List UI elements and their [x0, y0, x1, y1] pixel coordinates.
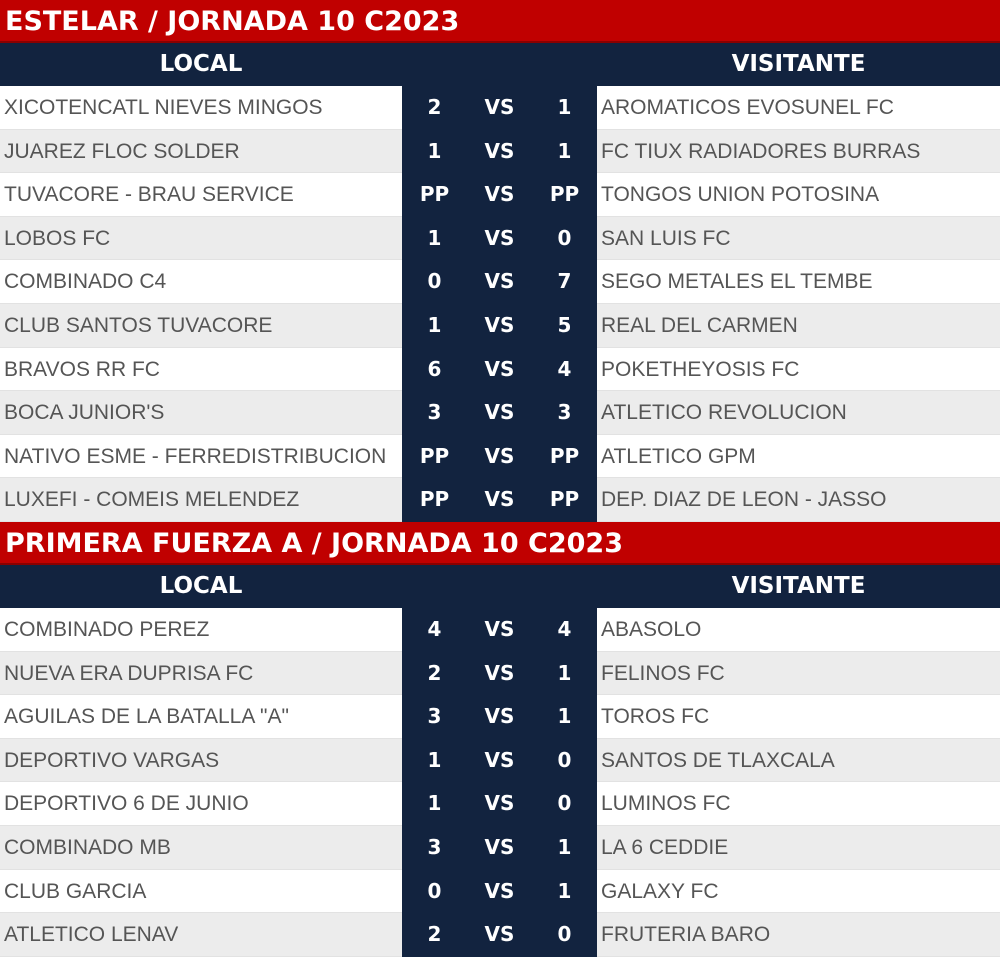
match-row [0, 130, 1000, 174]
score-block [402, 391, 597, 435]
vs-label: VS [484, 616, 515, 641]
visitor-team-name: SANTOS DE TLAXCALA [597, 739, 1000, 783]
vs-label: VS [484, 225, 515, 250]
visitor-team-name: TOROS FC [597, 695, 1000, 739]
score-block [402, 130, 597, 174]
local-team-name: BOCA JUNIOR'S [0, 391, 402, 435]
visitor-score: 0 [557, 791, 572, 816]
visitor-team-name: ATLETICO GPM [597, 435, 1000, 479]
local-score: 2 [427, 660, 442, 685]
local-score: 1 [427, 138, 442, 163]
local-score: 4 [427, 616, 442, 641]
match-row [0, 782, 1000, 826]
vs-label: VS [484, 704, 515, 729]
score-block [402, 260, 597, 304]
visitor-team-name: SEGO METALES EL TEMBE [597, 260, 1000, 304]
local-score: PP [419, 182, 450, 207]
vs-label: VS [484, 747, 515, 772]
vs-label: VS [484, 182, 515, 207]
local-score: 1 [427, 312, 442, 337]
section-title: PRIMERA FUERZA A / JORNADA 10 C2023 [0, 522, 1000, 565]
local-team-name: DEPORTIVO VARGAS [0, 739, 402, 783]
visitor-team-name: POKETHEYOSIS FC [597, 348, 1000, 392]
vs-label: VS [484, 791, 515, 816]
match-row [0, 826, 1000, 870]
column-header-row [0, 565, 1000, 608]
match-row [0, 913, 1000, 957]
local-team-name: COMBINADO PEREZ [0, 608, 402, 652]
vs-label: VS [484, 487, 515, 512]
visitor-score: 1 [557, 138, 572, 163]
local-team-name: XICOTENCATL NIEVES MINGOS [0, 86, 402, 130]
match-row [0, 173, 1000, 217]
match-row [0, 695, 1000, 739]
visitor-score: PP [549, 182, 580, 207]
visitor-score: 0 [557, 225, 572, 250]
local-score: 3 [427, 834, 442, 859]
match-row [0, 435, 1000, 479]
visitor-score: 1 [557, 834, 572, 859]
score-column-header [402, 565, 597, 608]
local-team-name: ATLETICO LENAV [0, 913, 402, 957]
score-block [402, 86, 597, 130]
score-block [402, 478, 597, 522]
visitor-score: PP [549, 443, 580, 468]
visitor-team-name: ATLETICO REVOLUCION [597, 391, 1000, 435]
vs-label: VS [484, 878, 515, 903]
visitor-score: 1 [557, 704, 572, 729]
match-row [0, 260, 1000, 304]
visitor-team-name: SAN LUIS FC [597, 217, 1000, 261]
visitor-score: 1 [557, 95, 572, 119]
local-score: 1 [427, 791, 442, 816]
score-block [402, 173, 597, 217]
score-block [402, 782, 597, 826]
vs-label: VS [484, 660, 515, 685]
vs-label: VS [484, 95, 515, 119]
visitor-team-name: GALAXY FC [597, 870, 1000, 914]
vs-label: VS [484, 269, 515, 294]
visitor-team-name: FRUTERIA BARO [597, 913, 1000, 957]
local-team-name: LOBOS FC [0, 217, 402, 261]
visitor-score: 1 [557, 878, 572, 903]
visitor-score: 7 [557, 269, 572, 294]
score-block [402, 739, 597, 783]
local-column-header: LOCAL [159, 572, 243, 599]
score-block [402, 826, 597, 870]
local-score: 3 [427, 704, 442, 729]
match-row [0, 348, 1000, 392]
vs-label: VS [484, 400, 515, 425]
score-block [402, 695, 597, 739]
visitor-team-name: AROMATICOS EVOSUNEL FC [597, 86, 1000, 130]
local-team-name: TUVACORE - BRAU SERVICE [0, 173, 402, 217]
column-header-row [0, 43, 1000, 86]
local-score: PP [419, 487, 450, 512]
local-score: 3 [427, 400, 442, 425]
local-team-name: CLUB SANTOS TUVACORE [0, 304, 402, 348]
local-team-name: CLUB GARCIA [0, 870, 402, 914]
match-row [0, 391, 1000, 435]
local-score: 2 [427, 922, 442, 947]
visitor-score: 4 [557, 356, 572, 381]
visitor-column-header: VISITANTE [731, 51, 866, 77]
local-team-name: BRAVOS RR FC [0, 348, 402, 392]
score-block [402, 652, 597, 696]
score-block [402, 217, 597, 261]
vs-label: VS [484, 356, 515, 381]
local-team-name: JUAREZ FLOC SOLDER [0, 130, 402, 174]
visitor-column-header: VISITANTE [731, 572, 866, 599]
local-team-name: COMBINADO C4 [0, 260, 402, 304]
visitor-score: 0 [557, 747, 572, 772]
visitor-score: 3 [557, 400, 572, 425]
match-row [0, 478, 1000, 522]
match-row [0, 86, 1000, 130]
local-team-name: COMBINADO MB [0, 826, 402, 870]
match-row [0, 652, 1000, 696]
visitor-score: PP [549, 487, 580, 512]
score-column-header [402, 43, 597, 86]
score-block [402, 913, 597, 957]
local-score: 0 [427, 878, 442, 903]
local-team-name: LUXEFI - COMEIS MELENDEZ [0, 478, 402, 522]
visitor-score: 5 [557, 312, 572, 337]
match-row [0, 739, 1000, 783]
visitor-team-name: FC TIUX RADIADORES BURRAS [597, 130, 1000, 174]
visitor-team-name: DEP. DIAZ DE LEON - JASSO [597, 478, 1000, 522]
score-block [402, 348, 597, 392]
local-score: 0 [427, 269, 442, 294]
vs-label: VS [484, 138, 515, 163]
visitor-team-name: REAL DEL CARMEN [597, 304, 1000, 348]
match-row [0, 304, 1000, 348]
score-block [402, 870, 597, 914]
score-block [402, 304, 597, 348]
match-row [0, 608, 1000, 652]
match-row [0, 217, 1000, 261]
local-score: 6 [427, 356, 442, 381]
local-team-name: AGUILAS DE LA BATALLA "A" [0, 695, 402, 739]
local-team-name: DEPORTIVO 6 DE JUNIO [0, 782, 402, 826]
vs-label: VS [484, 922, 515, 947]
local-column-header: LOCAL [159, 51, 243, 77]
vs-label: VS [484, 312, 515, 337]
visitor-score: 1 [557, 660, 572, 685]
visitor-score: 4 [557, 616, 572, 641]
local-team-name: NATIVO ESME - FERREDISTRIBUCION [0, 435, 402, 479]
visitor-team-name: LA 6 CEDDIE [597, 826, 1000, 870]
local-team-name: NUEVA ERA DUPRISA FC [0, 652, 402, 696]
local-score: 2 [427, 95, 442, 119]
match-row [0, 870, 1000, 914]
section-title: ESTELAR / JORNADA 10 C2023 [0, 0, 1000, 43]
division-section [0, 522, 1000, 957]
visitor-team-name: FELINOS FC [597, 652, 1000, 696]
score-block [402, 435, 597, 479]
score-block [402, 608, 597, 652]
visitor-team-name: TONGOS UNION POTOSINA [597, 173, 1000, 217]
visitor-team-name: ABASOLO [597, 608, 1000, 652]
visitor-team-name: LUMINOS FC [597, 782, 1000, 826]
local-score: 1 [427, 747, 442, 772]
local-score: PP [419, 443, 450, 468]
local-score: 1 [427, 225, 442, 250]
vs-label: VS [484, 834, 515, 859]
visitor-score: 0 [557, 922, 572, 947]
vs-label: VS [484, 443, 515, 468]
